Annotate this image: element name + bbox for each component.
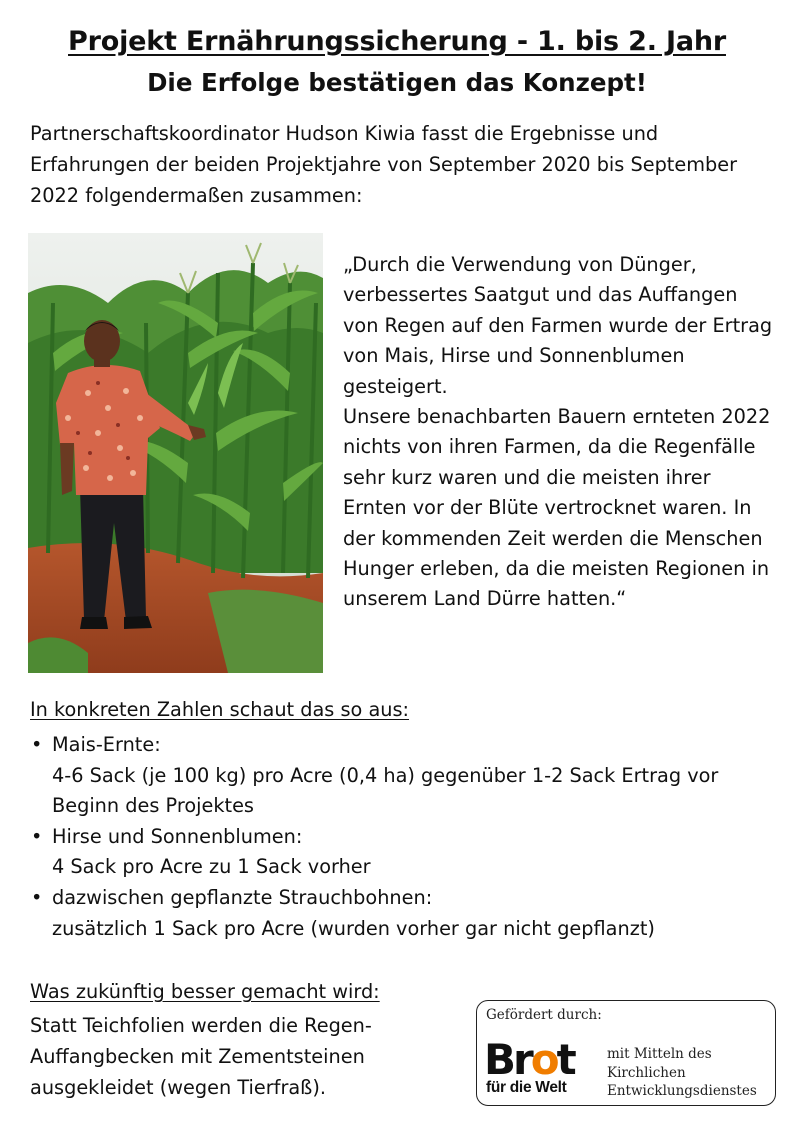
list-item-label: Mais-Ernte:	[52, 733, 161, 756]
future-text: Statt Teichfolien werden die Regen-Auffangbecken mit Zementsteinen ausgekleidet (wegen Tierfraß).	[30, 1014, 372, 1099]
results-list	[30, 730, 780, 944]
list-item-detail: 4 Sack pro Acre zu 1 Sack vorher	[52, 855, 371, 879]
bullet-icon: •	[31, 733, 43, 756]
bullet-icon: •	[31, 824, 43, 848]
future-heading: Was zukünftig besser gemacht wird:	[30, 980, 380, 1003]
page-title: Projekt Ernährungssicherung - 1. bis 2. Jahr	[68, 26, 726, 57]
list-item-detail: 4-6 Sack (je 100 kg) pro Acre (0,4 ha) gegenüber 1-2 Sack Ertrag vor Beginn des Projektes	[52, 763, 719, 818]
list-item	[30, 822, 780, 883]
sponsor-description: mit Mitteln des Kirchlichen Entwicklungsdienstes	[607, 1046, 757, 1099]
quote-paragraph-1: „Durch die Verwendung von Dünger, verbessertes Saatgut und das Auffangen von Regen auf den Farmen wurde der Ertrag von Mais, Hirse und Sonnenblumen gesteigert.	[343, 253, 773, 398]
list-item	[30, 883, 780, 944]
numbers-heading: In konkreten Zahlen schaut das so aus:	[30, 698, 410, 721]
sponsor-box	[476, 1000, 776, 1106]
photo-man-in-maize-field	[28, 233, 323, 673]
bullet-icon: •	[31, 885, 43, 909]
logo-wordmark: Brot	[484, 1035, 574, 1084]
list-item-label: Hirse und Sonnenblumen:	[52, 824, 303, 848]
page-subtitle: Die Erfolge bestätigen das Konzept!	[147, 68, 647, 97]
list-item-label: dazwischen gepflanzte Strauchbohnen:	[52, 885, 433, 909]
list-item	[30, 730, 780, 822]
quote-paragraph-2: Unsere benachbarten Bauern ernteten 2022 nichts von ihren Farmen, da die Regenfälle sehr kurz waren und die meisten ihrer Ernten vor der Blüte vertrocknet waren. In der kommenden Zeit werden die Menschen Hunger erleben, da die meisten Regionen in unserem Land Dürre hatten.“	[343, 405, 771, 611]
quote-block	[343, 250, 773, 615]
list-item-detail: zusätzlich 1 Sack pro Acre (wurden vorher gar nicht gepflanzt)	[52, 916, 655, 940]
brot-fuer-die-welt-logo	[484, 1035, 596, 1101]
logo-subline: für die Welt	[486, 1079, 567, 1096]
intro-paragraph: Partnerschaftskoordinator Hudson Kiwia fasst die Ergebnisse und Erfahrungen der beiden Projektjahre von September 2020 bis September 2022 folgendermaßen zusammen:	[30, 122, 738, 207]
sponsor-label: Gefördert durch:	[486, 1007, 602, 1023]
